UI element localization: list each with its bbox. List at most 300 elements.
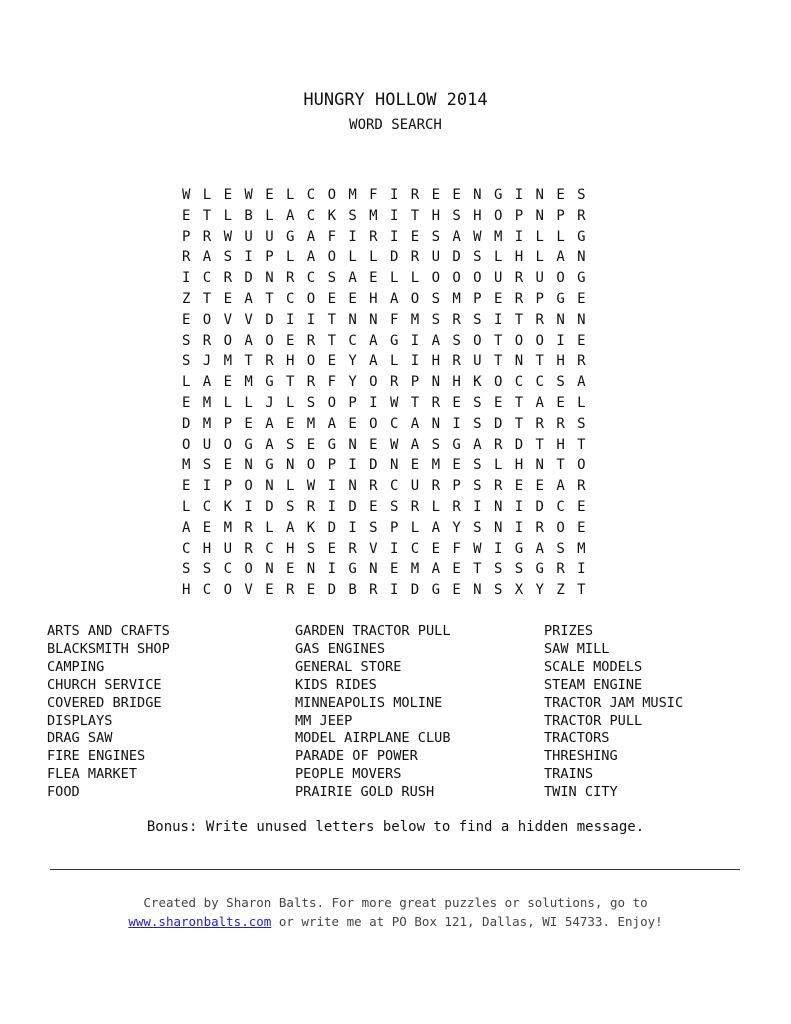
grid-row	[182, 372, 598, 393]
grid-letter: P	[452, 478, 461, 495]
footer	[0, 893, 791, 931]
grid-letter: I	[493, 311, 503, 328]
grid-letter: A	[285, 207, 295, 224]
grid-letter: H	[285, 540, 295, 557]
grid-letter: R	[410, 498, 420, 515]
grid-letter: A	[556, 249, 565, 266]
grid-letter: L	[223, 207, 233, 224]
grid-letter: N	[348, 311, 357, 328]
grid-letter: S	[473, 394, 482, 411]
grid-letter: O	[265, 332, 274, 349]
word-list-item: BLACKSMITH SHOP	[47, 640, 170, 657]
grid-letter: I	[182, 270, 191, 287]
grid-letter: E	[223, 187, 233, 203]
grid-letter: U	[431, 249, 440, 266]
grid-letter: T	[514, 394, 524, 411]
grid-letter: E	[452, 582, 461, 599]
grid-letter: E	[452, 457, 461, 474]
grid-letter: N	[535, 207, 544, 224]
grid-letter: A	[202, 249, 212, 266]
grid-letter: I	[348, 519, 357, 536]
grid-letter: W	[473, 540, 482, 557]
letter-grid	[182, 185, 598, 601]
grid-letter: M	[348, 187, 357, 203]
grid-letter: G	[265, 457, 274, 474]
grid-letter: G	[389, 332, 399, 349]
grid-letter: E	[410, 228, 420, 245]
grid-letter: L	[182, 498, 191, 515]
grid-letter: R	[514, 290, 524, 307]
word-list-item: SCALE MODELS	[544, 658, 643, 675]
grid-letter: W	[182, 187, 191, 203]
grid-letter: M	[410, 311, 420, 328]
grid-letter: S	[473, 311, 482, 328]
grid-letter: C	[556, 498, 565, 515]
grid-letter: M	[182, 457, 191, 474]
word-list-item: MM JEEP	[295, 712, 353, 729]
grid-row	[182, 310, 598, 331]
grid-letter: C	[202, 498, 212, 515]
grid-letter: R	[577, 207, 586, 224]
grid-letter: I	[244, 249, 253, 266]
grid-letter: L	[493, 457, 503, 474]
grid-letter: N	[265, 561, 274, 578]
grid-letter: H	[452, 374, 461, 391]
grid-letter: W	[389, 394, 399, 411]
grid-letter: K	[306, 519, 316, 536]
grid-letter: E	[410, 457, 420, 474]
grid-letter: S	[306, 540, 316, 557]
word-list-item: KIDS RIDES	[295, 676, 377, 693]
grid-row	[182, 227, 598, 248]
grid-letter: L	[285, 249, 295, 266]
grid-letter: D	[452, 249, 461, 266]
grid-letter: R	[514, 270, 524, 287]
grid-letter: T	[493, 332, 503, 349]
word-list-item: TWIN CITY	[544, 784, 618, 801]
grid-letter: A	[577, 374, 586, 391]
grid-letter: C	[285, 290, 295, 307]
grid-letter: F	[452, 540, 461, 557]
grid-letter: O	[535, 332, 544, 349]
grid-letter: O	[327, 394, 337, 411]
grid-letter: R	[244, 519, 253, 536]
grid-letter: C	[306, 207, 316, 224]
grid-letter: R	[306, 498, 316, 515]
grid-letter: P	[327, 457, 337, 474]
grid-letter: S	[493, 561, 503, 578]
grid-letter: I	[410, 353, 420, 370]
grid-letter: L	[389, 270, 399, 287]
grid-letter: L	[223, 394, 233, 411]
grid-letter: C	[535, 374, 544, 391]
grid-letter: S	[431, 311, 440, 328]
grid-letter: I	[327, 561, 337, 578]
grid-letter: C	[389, 478, 399, 495]
grid-letter: N	[285, 457, 295, 474]
grid-letter: G	[348, 561, 357, 578]
bonus-instructions: Bonus: Write unused letters below to find a hidden message.	[146, 819, 645, 835]
grid-letter: O	[327, 187, 337, 203]
grid-letter: R	[556, 561, 565, 578]
grid-letter: E	[369, 270, 378, 287]
grid-letter: V	[244, 582, 253, 599]
grid-letter: T	[327, 311, 337, 328]
grid-letter: I	[514, 498, 524, 515]
page-title: HUNGRY HOLLOW 2014	[303, 90, 488, 110]
grid-letter: F	[369, 187, 378, 203]
grid-letter: S	[493, 582, 503, 599]
grid-letter: N	[348, 478, 357, 495]
grid-letter: R	[244, 540, 253, 557]
grid-letter: N	[244, 457, 253, 474]
grid-letter: R	[369, 582, 378, 599]
grid-letter: N	[369, 311, 378, 328]
grid-letter: A	[410, 415, 420, 432]
grid-letter: S	[452, 332, 461, 349]
grid-letter: N	[369, 561, 378, 578]
grid-letter: Z	[556, 582, 565, 599]
grid-letter: S	[556, 374, 565, 391]
grid-letter: R	[202, 228, 212, 245]
grid-letter: E	[535, 478, 544, 495]
grid-letter: C	[265, 540, 274, 557]
grid-letter: O	[306, 353, 316, 370]
grid-letter: K	[327, 207, 337, 224]
word-list-column-1	[47, 623, 170, 802]
grid-letter: A	[306, 228, 316, 245]
grid-letter: E	[202, 519, 212, 536]
grid-letter: A	[369, 353, 378, 370]
grid-letter: N	[514, 353, 524, 370]
grid-letter: M	[431, 457, 440, 474]
grid-letter: D	[265, 498, 274, 515]
grid-letter: A	[535, 394, 544, 411]
word-list-item: STEAM ENGINE	[544, 676, 643, 693]
word-list-item: FIRE ENGINES	[47, 748, 146, 765]
grid-letter: S	[431, 436, 440, 453]
grid-row	[182, 351, 598, 372]
grid-letter: U	[223, 540, 233, 557]
grid-letter: T	[410, 207, 420, 224]
word-list-item: MODEL AIRPLANE CLUB	[295, 730, 451, 747]
grid-letter: O	[306, 457, 316, 474]
grid-letter: R	[369, 228, 378, 245]
grid-letter: G	[556, 290, 565, 307]
word-list-item: CAMPING	[47, 658, 105, 675]
grid-letter: E	[577, 498, 586, 515]
grid-letter: R	[577, 478, 586, 495]
grid-letter: T	[535, 436, 544, 453]
grid-letter: S	[431, 228, 440, 245]
grid-letter: B	[348, 582, 357, 599]
grid-letter: G	[535, 561, 544, 578]
grid-letter: G	[577, 270, 586, 287]
grid-letter: E	[369, 498, 378, 515]
grid-letter: E	[182, 311, 191, 328]
grid-letter: N	[265, 478, 274, 495]
grid-letter: E	[327, 540, 337, 557]
grid-letter: P	[223, 415, 233, 432]
grid-letter: U	[493, 270, 503, 287]
grid-letter: W	[473, 228, 482, 245]
grid-letter: M	[452, 290, 461, 307]
grid-letter: H	[514, 457, 524, 474]
grid-letter: F	[389, 311, 399, 328]
grid-letter: I	[285, 311, 295, 328]
grid-letter: R	[431, 478, 440, 495]
grid-letter: R	[452, 353, 461, 370]
grid-letter: T	[202, 207, 212, 224]
grid-letter: R	[452, 498, 461, 515]
grid-row	[182, 289, 598, 310]
grid-letter: K	[223, 498, 233, 515]
grid-letter: R	[306, 332, 316, 349]
grid-letter: A	[244, 332, 253, 349]
footer-address: or write me at PO Box 121, Dallas, WI 54733. Enjoy!	[271, 914, 663, 929]
grid-letter: R	[182, 249, 191, 266]
grid-letter: O	[223, 332, 233, 349]
word-list-item: FOOD	[47, 784, 80, 801]
page-subtitle: WORD SEARCH	[349, 117, 442, 133]
grid-letter: O	[431, 270, 440, 287]
grid-letter: I	[306, 311, 316, 328]
grid-letter: E	[182, 207, 191, 224]
grid-letter: N	[431, 415, 440, 432]
grid-letter: G	[452, 436, 461, 453]
grid-letter: N	[577, 311, 586, 328]
grid-letter: Z	[182, 290, 191, 307]
grid-letter: D	[327, 582, 337, 599]
grid-letter: I	[556, 332, 565, 349]
grid-letter: U	[410, 478, 420, 495]
grid-letter: M	[223, 519, 233, 536]
grid-letter: H	[556, 436, 565, 453]
grid-row	[182, 393, 598, 414]
grid-letter: G	[431, 582, 440, 599]
grid-letter: U	[265, 228, 274, 245]
grid-letter: M	[577, 540, 586, 557]
grid-letter: T	[577, 436, 586, 453]
grid-letter: A	[285, 519, 295, 536]
grid-letter: G	[285, 228, 295, 245]
grid-letter: E	[306, 436, 316, 453]
grid-letter: T	[244, 353, 253, 370]
grid-row	[182, 539, 598, 560]
grid-letter: R	[285, 270, 295, 287]
grid-letter: E	[285, 332, 295, 349]
grid-letter: T	[514, 415, 524, 432]
grid-letter: A	[348, 270, 357, 287]
grid-letter: I	[202, 478, 212, 495]
grid-letter: O	[493, 374, 503, 391]
grid-letter: L	[431, 498, 440, 515]
grid-letter: A	[410, 436, 420, 453]
grid-letter: R	[265, 353, 274, 370]
grid-letter: I	[514, 228, 524, 245]
grid-letter: I	[389, 187, 399, 203]
grid-letter: O	[493, 207, 503, 224]
grid-row	[182, 559, 598, 580]
grid-letter: R	[452, 311, 461, 328]
grid-letter: O	[369, 415, 378, 432]
grid-letter: S	[182, 353, 191, 370]
grid-letter: L	[348, 249, 357, 266]
grid-letter: P	[514, 207, 524, 224]
grid-letter: S	[473, 478, 482, 495]
grid-letter: H	[182, 582, 191, 599]
grid-letter: A	[244, 290, 253, 307]
grid-letter: N	[306, 561, 316, 578]
word-list-column-3	[544, 623, 683, 802]
grid-letter: I	[452, 415, 461, 432]
grid-letter: D	[182, 415, 191, 432]
grid-letter: G	[327, 436, 337, 453]
grid-letter: T	[265, 290, 274, 307]
grid-letter: M	[410, 561, 420, 578]
grid-letter: N	[535, 187, 544, 203]
grid-letter: R	[493, 436, 503, 453]
word-list-item: DRAG SAW	[47, 730, 113, 747]
grid-letter: E	[327, 290, 337, 307]
grid-letter: P	[182, 228, 191, 245]
grid-letter: R	[493, 478, 503, 495]
grid-letter: C	[202, 270, 212, 287]
grid-letter: S	[223, 249, 233, 266]
word-list-item: TRACTORS	[544, 730, 610, 747]
grid-letter: G	[493, 187, 503, 203]
grid-letter: N	[431, 374, 440, 391]
grid-letter: D	[389, 249, 399, 266]
grid-letter: W	[244, 187, 253, 203]
grid-letter: I	[577, 561, 586, 578]
grid-letter: L	[285, 478, 295, 495]
grid-letter: N	[535, 457, 544, 474]
grid-letter: S	[327, 270, 337, 287]
word-list-item: PEOPLE MOVERS	[295, 766, 402, 783]
grid-letter: C	[306, 187, 316, 203]
word-list-column-2	[295, 623, 451, 802]
grid-letter: O	[473, 270, 482, 287]
grid-letter: I	[389, 228, 399, 245]
grid-letter: D	[493, 415, 503, 432]
grid-letter: M	[202, 415, 212, 432]
grid-letter: H	[431, 207, 440, 224]
grid-row	[182, 435, 598, 456]
grid-letter: O	[473, 332, 482, 349]
grid-letter: E	[265, 187, 274, 203]
grid-letter: L	[556, 228, 565, 245]
grid-row	[182, 247, 598, 268]
grid-letter: C	[389, 415, 399, 432]
grid-letter: L	[265, 519, 274, 536]
grid-letter: L	[202, 187, 212, 203]
grid-letter: E	[244, 415, 253, 432]
grid-letter: X	[514, 582, 524, 599]
grid-letter: U	[244, 228, 253, 245]
grid-letter: E	[493, 290, 503, 307]
grid-letter: S	[348, 207, 357, 224]
grid-letter: A	[473, 436, 482, 453]
grid-letter: L	[285, 187, 295, 203]
grid-letter: S	[182, 332, 191, 349]
grid-letter: S	[577, 187, 586, 203]
grid-letter: E	[556, 187, 565, 203]
grid-letter: R	[535, 311, 544, 328]
grid-letter: D	[265, 311, 274, 328]
grid-letter: S	[182, 561, 191, 578]
grid-letter: S	[285, 498, 295, 515]
grid-letter: O	[223, 582, 233, 599]
grid-letter: H	[431, 353, 440, 370]
grid-letter: G	[244, 436, 253, 453]
grid-letter: E	[348, 290, 357, 307]
grid-letter: N	[473, 187, 482, 203]
grid-letter: E	[265, 582, 274, 599]
website-link[interactable]: www.sharonbalts.com	[128, 914, 272, 929]
grid-letter: T	[493, 353, 503, 370]
grid-letter: U	[535, 270, 544, 287]
grid-letter: L	[389, 353, 399, 370]
grid-row	[182, 455, 598, 476]
grid-letter: T	[514, 311, 524, 328]
grid-letter: D	[327, 519, 337, 536]
grid-letter: L	[244, 394, 253, 411]
grid-letter: G	[514, 540, 524, 557]
grid-letter: L	[577, 394, 586, 411]
footer-line-2	[0, 912, 791, 931]
grid-letter: R	[306, 374, 316, 391]
grid-letter: S	[431, 290, 440, 307]
grid-letter: A	[327, 415, 337, 432]
grid-letter: H	[514, 249, 524, 266]
grid-letter: L	[535, 249, 544, 266]
grid-letter: O	[410, 290, 420, 307]
grid-letter: T	[556, 457, 565, 474]
grid-letter: A	[265, 436, 274, 453]
grid-letter: L	[535, 228, 544, 245]
grid-letter: P	[473, 290, 482, 307]
grid-letter: T	[473, 561, 482, 578]
grid-letter: A	[306, 249, 316, 266]
grid-letter: O	[369, 374, 378, 391]
grid-letter: I	[473, 498, 482, 515]
grid-letter: E	[577, 332, 586, 349]
grid-letter: A	[431, 561, 440, 578]
footer-line-1: Created by Sharon Balts. For more great puzzles or solutions, go to	[143, 895, 648, 910]
grid-letter: I	[493, 540, 503, 557]
grid-letter: L	[410, 519, 420, 536]
grid-letter: I	[514, 187, 524, 203]
grid-letter: E	[389, 561, 399, 578]
grid-letter: D	[348, 498, 357, 515]
grid-letter: I	[410, 332, 420, 349]
grid-letter: R	[410, 249, 420, 266]
answer-line[interactable]	[50, 869, 740, 870]
grid-letter: H	[285, 353, 295, 370]
grid-letter: I	[244, 498, 253, 515]
grid-letter: S	[473, 519, 482, 536]
grid-letter: D	[244, 270, 253, 287]
grid-letter: C	[514, 374, 524, 391]
grid-letter: S	[285, 436, 295, 453]
grid-letter: M	[223, 353, 233, 370]
grid-letter: P	[265, 249, 274, 266]
grid-letter: C	[202, 582, 212, 599]
grid-letter: S	[473, 415, 482, 432]
grid-letter: M	[493, 228, 503, 245]
grid-letter: W	[389, 436, 399, 453]
